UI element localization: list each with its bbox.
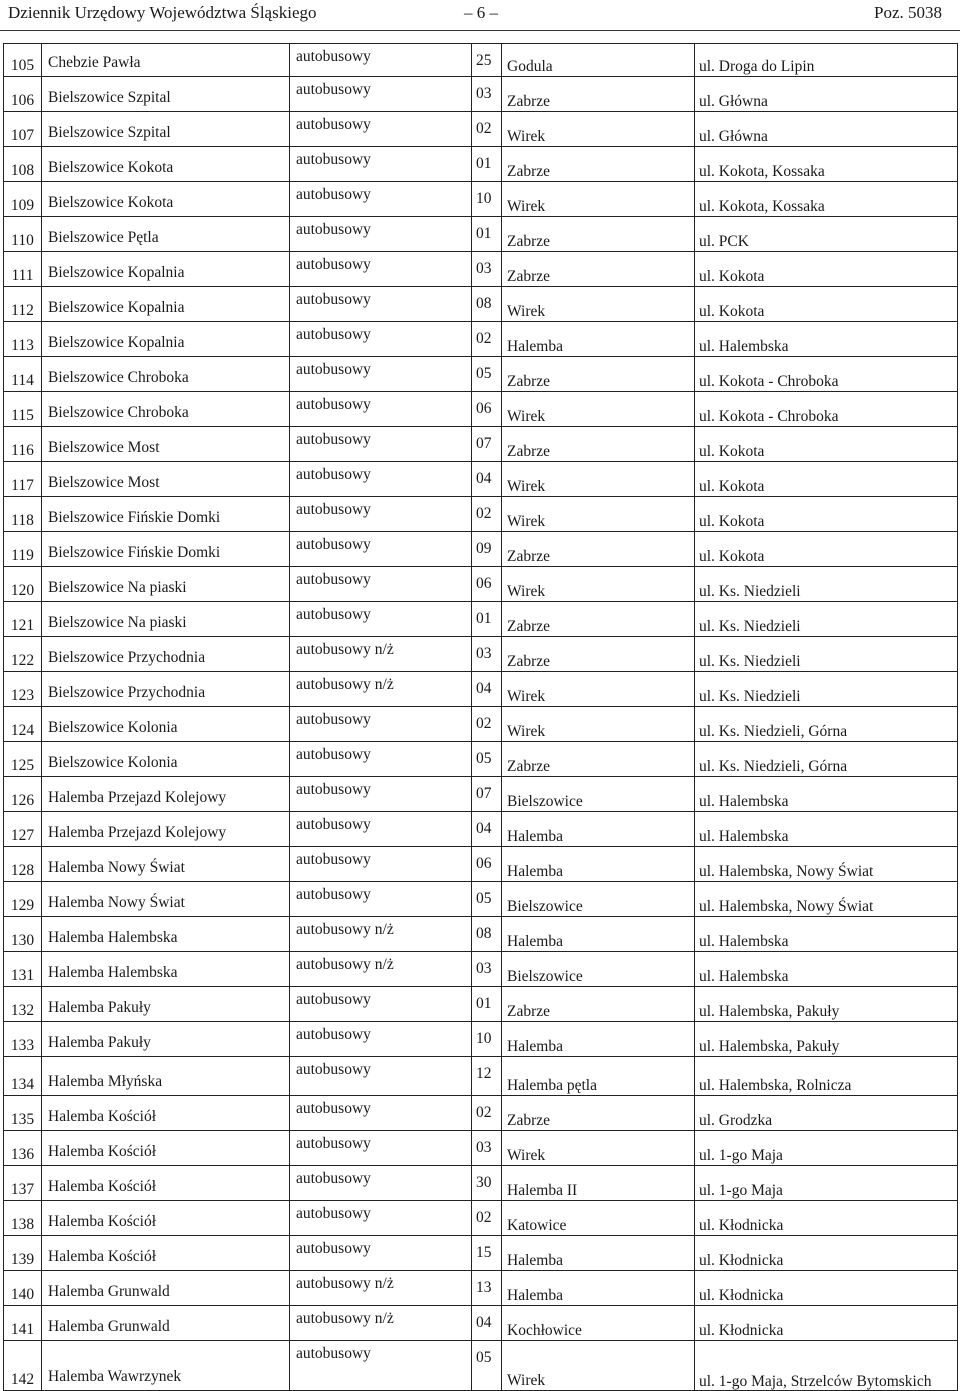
street-cell: ul. Ks. Niedzieli, Górna xyxy=(695,707,958,742)
street-cell: ul. Halembska, Nowy Świat xyxy=(695,847,958,882)
stop-name-cell: Halemba Kościół xyxy=(42,1166,290,1201)
stop-name-cell: Halemba Grunwald xyxy=(42,1306,290,1341)
table-row xyxy=(4,602,958,637)
line-number-cell: 06 xyxy=(472,392,502,427)
table-row xyxy=(4,1166,958,1201)
row-number-cell: 126 xyxy=(4,777,42,812)
line-number-cell: 09 xyxy=(472,532,502,567)
stop-name-cell: Halemba Kościół xyxy=(42,1131,290,1166)
direction-cell: Wirek xyxy=(502,392,695,427)
street-cell: ul. Kokota xyxy=(695,287,958,322)
stop-type-cell: autobusowy n/ż xyxy=(290,917,472,952)
street-cell: ul. 1-go Maja xyxy=(695,1131,958,1166)
row-number-cell: 142 xyxy=(4,1341,42,1391)
direction-cell: Halemba xyxy=(502,1022,695,1057)
direction-cell: Bielszowice xyxy=(502,952,695,987)
street-cell: ul. Halembska, Nowy Świat xyxy=(695,882,958,917)
table-row xyxy=(4,1057,958,1096)
stop-type-cell: autobusowy xyxy=(290,357,472,392)
direction-cell: Wirek xyxy=(502,462,695,497)
line-number-cell: 02 xyxy=(472,112,502,147)
line-number-cell: 03 xyxy=(472,952,502,987)
direction-cell: Halemba xyxy=(502,1271,695,1306)
direction-cell: Halemba xyxy=(502,812,695,847)
table-row xyxy=(4,77,958,112)
table-row xyxy=(4,287,958,322)
line-number-cell: 02 xyxy=(472,707,502,742)
street-cell: ul. Kokota xyxy=(695,532,958,567)
stop-type-cell: autobusowy n/ż xyxy=(290,672,472,707)
stop-type-cell: autobusowy xyxy=(290,392,472,427)
row-number-cell: 137 xyxy=(4,1166,42,1201)
street-cell: ul. Ks. Niedzieli xyxy=(695,567,958,602)
stop-name-cell: Halemba Kościół xyxy=(42,1096,290,1131)
table-row xyxy=(4,217,958,252)
stop-type-cell: autobusowy xyxy=(290,252,472,287)
table-row xyxy=(4,1201,958,1236)
direction-cell: Halemba xyxy=(502,322,695,357)
street-cell: ul. Halembska, Pakuły xyxy=(695,987,958,1022)
line-number-cell: 15 xyxy=(472,1236,502,1271)
stops-table-body xyxy=(4,44,958,1391)
street-cell: ul. Kokota, Kossaka xyxy=(695,147,958,182)
table-row xyxy=(4,1131,958,1166)
row-number-cell: 130 xyxy=(4,917,42,952)
table-row xyxy=(4,1341,958,1391)
stop-name-cell: Bielszowice Kokota xyxy=(42,147,290,182)
stop-type-cell: autobusowy n/ż xyxy=(290,952,472,987)
stop-name-cell: Halemba Młyńska xyxy=(42,1057,290,1096)
stop-name-cell: Bielszowice Przychodnia xyxy=(42,672,290,707)
table-row xyxy=(4,917,958,952)
table-row xyxy=(4,1271,958,1306)
stop-type-cell: autobusowy xyxy=(290,1341,472,1391)
line-number-cell: 10 xyxy=(472,1022,502,1057)
row-number-cell: 122 xyxy=(4,637,42,672)
line-number-cell: 02 xyxy=(472,1096,502,1131)
table-row xyxy=(4,707,958,742)
stop-name-cell: Halemba Pakuły xyxy=(42,1022,290,1057)
stop-type-cell: autobusowy xyxy=(290,882,472,917)
line-number-cell: 07 xyxy=(472,427,502,462)
stop-name-cell: Bielszowice Pętla xyxy=(42,217,290,252)
stop-name-cell: Bielszowice Fińskie Domki xyxy=(42,532,290,567)
table-row xyxy=(4,182,958,217)
stop-name-cell: Halemba Przejazd Kolejowy xyxy=(42,777,290,812)
position-number: Poz. 5038 xyxy=(874,3,942,22)
row-number-cell: 112 xyxy=(4,287,42,322)
direction-cell: Wirek xyxy=(502,497,695,532)
row-number-cell: 117 xyxy=(4,462,42,497)
stop-type-cell: autobusowy xyxy=(290,707,472,742)
stop-type-cell: autobusowy xyxy=(290,1096,472,1131)
street-cell: ul. Ks. Niedzieli xyxy=(695,637,958,672)
direction-cell: Wirek xyxy=(502,287,695,322)
stop-type-cell: autobusowy xyxy=(290,532,472,567)
table-row xyxy=(4,812,958,847)
line-number-cell: 01 xyxy=(472,217,502,252)
line-number-cell: 05 xyxy=(472,882,502,917)
line-number-cell: 03 xyxy=(472,1131,502,1166)
row-number-cell: 109 xyxy=(4,182,42,217)
direction-cell: Wirek xyxy=(502,182,695,217)
row-number-cell: 129 xyxy=(4,882,42,917)
row-number-cell: 118 xyxy=(4,497,42,532)
line-number-cell: 10 xyxy=(472,182,502,217)
stop-name-cell: Bielszowice Kopalnia xyxy=(42,322,290,357)
row-number-cell: 127 xyxy=(4,812,42,847)
street-cell: ul. Droga do Lipin xyxy=(695,44,958,77)
direction-cell: Halemba II xyxy=(502,1166,695,1201)
line-number-cell: 04 xyxy=(472,1306,502,1341)
street-cell: ul. Kokota - Chroboka xyxy=(695,392,958,427)
table-row xyxy=(4,987,958,1022)
direction-cell: Godula xyxy=(502,44,695,77)
direction-cell: Zabrze xyxy=(502,532,695,567)
street-cell: ul. Grodzka xyxy=(695,1096,958,1131)
stop-type-cell: autobusowy xyxy=(290,44,472,77)
table-row xyxy=(4,777,958,812)
line-number-cell: 02 xyxy=(472,497,502,532)
line-number-cell: 02 xyxy=(472,322,502,357)
street-cell: ul. Kokota - Chroboka xyxy=(695,357,958,392)
direction-cell: Zabrze xyxy=(502,77,695,112)
direction-cell: Zabrze xyxy=(502,602,695,637)
table-row xyxy=(4,952,958,987)
line-number-cell: 03 xyxy=(472,637,502,672)
row-number-cell: 131 xyxy=(4,952,42,987)
stop-type-cell: autobusowy xyxy=(290,182,472,217)
table-row xyxy=(4,462,958,497)
line-number-cell: 04 xyxy=(472,812,502,847)
stop-name-cell: Chebzie Pawła xyxy=(42,44,290,77)
direction-cell: Wirek xyxy=(502,707,695,742)
direction-cell: Halemba pętla xyxy=(502,1057,695,1096)
street-cell: ul. Główna xyxy=(695,77,958,112)
table-row xyxy=(4,1236,958,1271)
row-number-cell: 107 xyxy=(4,112,42,147)
table-row xyxy=(4,1022,958,1057)
direction-cell: Zabrze xyxy=(502,987,695,1022)
row-number-cell: 136 xyxy=(4,1131,42,1166)
table-row xyxy=(4,567,958,602)
line-number-cell: 08 xyxy=(472,917,502,952)
row-number-cell: 125 xyxy=(4,742,42,777)
table-row xyxy=(4,112,958,147)
header-divider xyxy=(0,30,960,31)
direction-cell: Katowice xyxy=(502,1201,695,1236)
stop-name-cell: Halemba Kościół xyxy=(42,1201,290,1236)
stop-type-cell: autobusowy xyxy=(290,217,472,252)
stop-name-cell: Halemba Nowy Świat xyxy=(42,882,290,917)
street-cell: ul. Ks. Niedzieli xyxy=(695,602,958,637)
table-row xyxy=(4,637,958,672)
table-row xyxy=(4,322,958,357)
direction-cell: Wirek xyxy=(502,112,695,147)
line-number-cell: 03 xyxy=(472,252,502,287)
stop-type-cell: autobusowy xyxy=(290,847,472,882)
row-number-cell: 134 xyxy=(4,1057,42,1096)
line-number-cell: 05 xyxy=(472,357,502,392)
stop-type-cell: autobusowy xyxy=(290,777,472,812)
direction-cell: Halemba xyxy=(502,917,695,952)
stop-type-cell: autobusowy xyxy=(290,322,472,357)
row-number-cell: 106 xyxy=(4,77,42,112)
row-number-cell: 124 xyxy=(4,707,42,742)
line-number-cell: 05 xyxy=(472,1341,502,1391)
stop-type-cell: autobusowy xyxy=(290,1166,472,1201)
line-number-cell: 04 xyxy=(472,462,502,497)
street-cell: ul. Kłodnicka xyxy=(695,1201,958,1236)
street-cell: ul. Halembska, Pakuły xyxy=(695,1022,958,1057)
stops-table-container xyxy=(3,43,957,1391)
row-number-cell: 121 xyxy=(4,602,42,637)
line-number-cell: 01 xyxy=(472,602,502,637)
street-cell: ul. Halembska xyxy=(695,952,958,987)
stop-name-cell: Halemba Halembska xyxy=(42,952,290,987)
street-cell: ul. Kokota, Kossaka xyxy=(695,182,958,217)
table-row xyxy=(4,44,958,77)
stop-type-cell: autobusowy xyxy=(290,1057,472,1096)
table-row xyxy=(4,1096,958,1131)
row-number-cell: 113 xyxy=(4,322,42,357)
row-number-cell: 119 xyxy=(4,532,42,567)
stop-name-cell: Bielszowice Fińskie Domki xyxy=(42,497,290,532)
stop-type-cell: autobusowy n/ż xyxy=(290,1306,472,1341)
stop-type-cell: autobusowy xyxy=(290,147,472,182)
direction-cell: Zabrze xyxy=(502,252,695,287)
page-number: – 6 – xyxy=(464,3,498,22)
stop-type-cell: autobusowy xyxy=(290,1131,472,1166)
row-number-cell: 128 xyxy=(4,847,42,882)
stop-name-cell: Bielszowice Kokota xyxy=(42,182,290,217)
line-number-cell: 01 xyxy=(472,147,502,182)
direction-cell: Zabrze xyxy=(502,637,695,672)
line-number-cell: 12 xyxy=(472,1057,502,1096)
street-cell: ul. Halembska xyxy=(695,917,958,952)
row-number-cell: 120 xyxy=(4,567,42,602)
direction-cell: Wirek xyxy=(502,1131,695,1166)
stop-type-cell: autobusowy xyxy=(290,987,472,1022)
direction-cell: Wirek xyxy=(502,1341,695,1391)
line-number-cell: 01 xyxy=(472,987,502,1022)
line-number-cell: 13 xyxy=(472,1271,502,1306)
street-cell: ul. Kłodnicka xyxy=(695,1271,958,1306)
direction-cell: Zabrze xyxy=(502,1096,695,1131)
table-row xyxy=(4,427,958,462)
street-cell: ul. Kokota xyxy=(695,252,958,287)
stop-type-cell: autobusowy xyxy=(290,77,472,112)
table-row xyxy=(4,147,958,182)
direction-cell: Kochłowice xyxy=(502,1306,695,1341)
street-cell: ul. Kłodnicka xyxy=(695,1236,958,1271)
street-cell: ul. Kłodnicka xyxy=(695,1306,958,1341)
journal-title: Dziennik Urzędowy Województwa Śląskiego xyxy=(8,3,317,22)
row-number-cell: 141 xyxy=(4,1306,42,1341)
stop-name-cell: Bielszowice Przychodnia xyxy=(42,637,290,672)
stop-type-cell: autobusowy xyxy=(290,1022,472,1057)
stop-type-cell: autobusowy xyxy=(290,812,472,847)
stop-type-cell: autobusowy xyxy=(290,742,472,777)
row-number-cell: 110 xyxy=(4,217,42,252)
stop-type-cell: autobusowy xyxy=(290,462,472,497)
stop-name-cell: Bielszowice Szpital xyxy=(42,77,290,112)
street-cell: ul. Główna xyxy=(695,112,958,147)
table-row xyxy=(4,532,958,567)
line-number-cell: 06 xyxy=(472,567,502,602)
row-number-cell: 135 xyxy=(4,1096,42,1131)
direction-cell: Bielszowice xyxy=(502,882,695,917)
direction-cell: Zabrze xyxy=(502,742,695,777)
stop-type-cell: autobusowy xyxy=(290,112,472,147)
street-cell: ul. Halembska xyxy=(695,322,958,357)
direction-cell: Halemba xyxy=(502,847,695,882)
stop-name-cell: Bielszowice Kopalnia xyxy=(42,287,290,322)
street-cell: ul. Halembska xyxy=(695,812,958,847)
stop-type-cell: autobusowy xyxy=(290,287,472,322)
stop-name-cell: Halemba Grunwald xyxy=(42,1271,290,1306)
stop-name-cell: Bielszowice Most xyxy=(42,462,290,497)
line-number-cell: 07 xyxy=(472,777,502,812)
street-cell: ul. Kokota xyxy=(695,497,958,532)
row-number-cell: 115 xyxy=(4,392,42,427)
row-number-cell: 114 xyxy=(4,357,42,392)
stop-name-cell: Bielszowice Chroboka xyxy=(42,392,290,427)
line-number-cell: 30 xyxy=(472,1166,502,1201)
stop-type-cell: autobusowy xyxy=(290,497,472,532)
stop-type-cell: autobusowy xyxy=(290,1201,472,1236)
line-number-cell: 06 xyxy=(472,847,502,882)
street-cell: ul. Kokota xyxy=(695,462,958,497)
street-cell: ul. Ks. Niedzieli xyxy=(695,672,958,707)
table-row xyxy=(4,357,958,392)
direction-cell: Wirek xyxy=(502,672,695,707)
stop-name-cell: Bielszowice Kolonia xyxy=(42,742,290,777)
row-number-cell: 139 xyxy=(4,1236,42,1271)
table-row xyxy=(4,882,958,917)
street-cell: ul. Halembska xyxy=(695,777,958,812)
stop-name-cell: Bielszowice Kolonia xyxy=(42,707,290,742)
stop-type-cell: autobusowy n/ż xyxy=(290,637,472,672)
table-row xyxy=(4,497,958,532)
stop-name-cell: Halemba Kościół xyxy=(42,1236,290,1271)
stop-name-cell: Bielszowice Na piaski xyxy=(42,602,290,637)
line-number-cell: 02 xyxy=(472,1201,502,1236)
stop-name-cell: Bielszowice Most xyxy=(42,427,290,462)
table-row xyxy=(4,252,958,287)
stop-name-cell: Halemba Wawrzynek xyxy=(42,1341,290,1391)
stop-type-cell: autobusowy xyxy=(290,427,472,462)
stop-name-cell: Bielszowice Na piaski xyxy=(42,567,290,602)
stop-name-cell: Halemba Pakuły xyxy=(42,987,290,1022)
table-row xyxy=(4,742,958,777)
line-number-cell: 04 xyxy=(472,672,502,707)
row-number-cell: 133 xyxy=(4,1022,42,1057)
table-row xyxy=(4,672,958,707)
direction-cell: Zabrze xyxy=(502,427,695,462)
row-number-cell: 111 xyxy=(4,252,42,287)
street-cell: ul. Kokota xyxy=(695,427,958,462)
table-row xyxy=(4,392,958,427)
direction-cell: Wirek xyxy=(502,567,695,602)
row-number-cell: 105 xyxy=(4,44,42,77)
stop-type-cell: autobusowy xyxy=(290,567,472,602)
direction-cell: Halemba xyxy=(502,1236,695,1271)
line-number-cell: 08 xyxy=(472,287,502,322)
row-number-cell: 116 xyxy=(4,427,42,462)
stop-name-cell: Bielszowice Szpital xyxy=(42,112,290,147)
stop-name-cell: Halemba Przejazd Kolejowy xyxy=(42,812,290,847)
stop-type-cell: autobusowy xyxy=(290,1236,472,1271)
row-number-cell: 138 xyxy=(4,1201,42,1236)
row-number-cell: 123 xyxy=(4,672,42,707)
direction-cell: Zabrze xyxy=(502,147,695,182)
row-number-cell: 108 xyxy=(4,147,42,182)
line-number-cell: 25 xyxy=(472,44,502,77)
stops-table xyxy=(3,43,958,1391)
stop-type-cell: autobusowy xyxy=(290,602,472,637)
line-number-cell: 05 xyxy=(472,742,502,777)
stop-name-cell: Bielszowice Kopalnia xyxy=(42,252,290,287)
row-number-cell: 140 xyxy=(4,1271,42,1306)
row-number-cell: 132 xyxy=(4,987,42,1022)
street-cell: ul. Halembska, Rolnicza xyxy=(695,1057,958,1096)
stop-name-cell: Bielszowice Chroboka xyxy=(42,357,290,392)
street-cell: ul. PCK xyxy=(695,217,958,252)
table-row xyxy=(4,1306,958,1341)
street-cell: ul. 1-go Maja xyxy=(695,1166,958,1201)
stop-name-cell: Halemba Halembska xyxy=(42,917,290,952)
line-number-cell: 03 xyxy=(472,77,502,112)
direction-cell: Zabrze xyxy=(502,217,695,252)
street-cell: ul. 1-go Maja, Strzelców Bytomskich xyxy=(695,1341,958,1391)
stop-type-cell: autobusowy n/ż xyxy=(290,1271,472,1306)
stop-name-cell: Halemba Nowy Świat xyxy=(42,847,290,882)
street-cell: ul. Ks. Niedzieli, Górna xyxy=(695,742,958,777)
direction-cell: Zabrze xyxy=(502,357,695,392)
direction-cell: Bielszowice xyxy=(502,777,695,812)
table-row xyxy=(4,847,958,882)
